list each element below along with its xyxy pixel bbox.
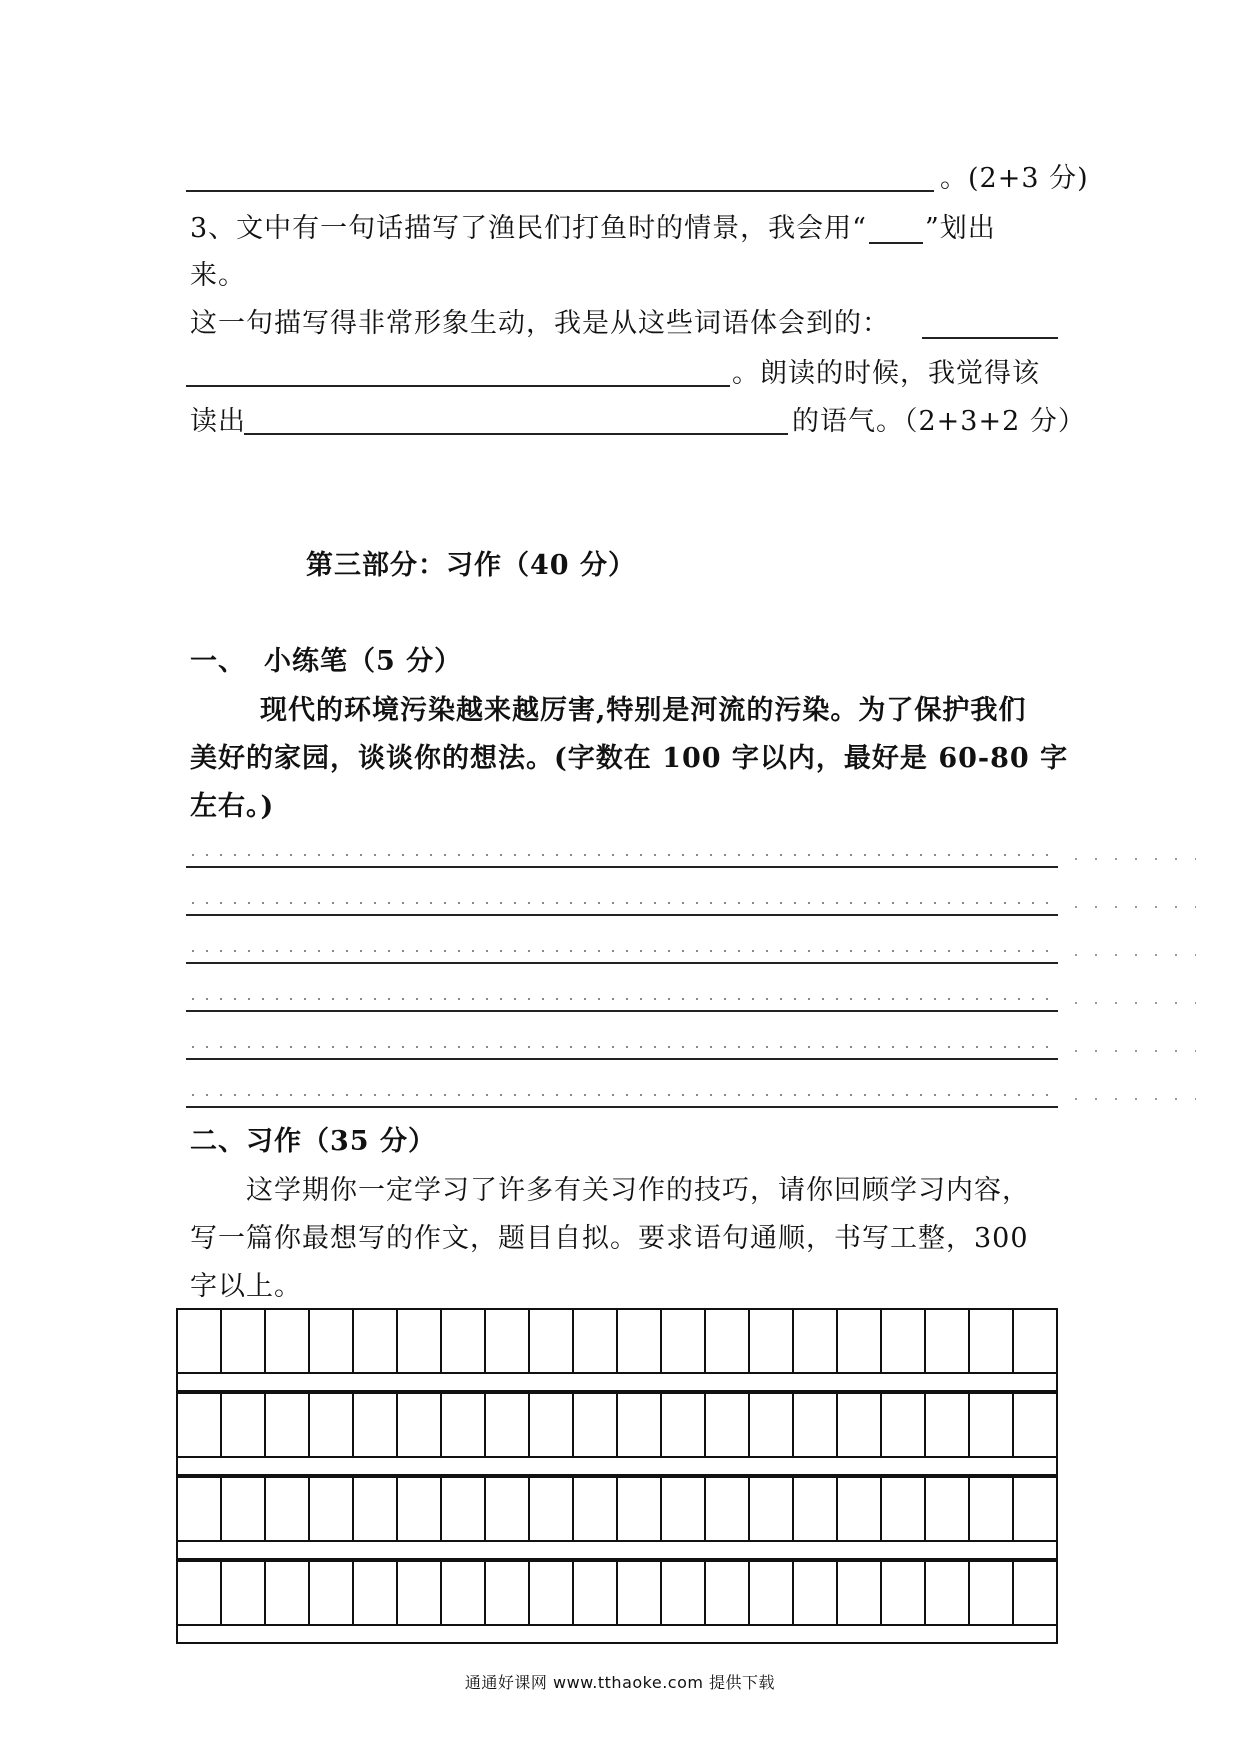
- writing-line[interactable]: [186, 914, 1058, 916]
- writing-line[interactable]: [186, 962, 1058, 964]
- grid-spacer: [176, 1626, 1058, 1644]
- q3-line1: [190, 215, 996, 244]
- section1-heading: 小练笔（5 分）: [264, 646, 463, 677]
- page-footer: 通通好课网 www.tthaoke.com 提供下载: [464, 1673, 776, 1692]
- q3-words-line-1[interactable]: [922, 337, 1058, 339]
- margin-dots: [1066, 1002, 1196, 1004]
- grid-spacer: [176, 1374, 1058, 1392]
- composition-grid-row[interactable]: [176, 1308, 1058, 1374]
- writing-line[interactable]: [186, 1106, 1058, 1108]
- composition-grid-row[interactable]: [176, 1476, 1058, 1542]
- margin-dots: [1066, 906, 1196, 908]
- q3-line2: 来。: [190, 260, 246, 291]
- q3-line4: 。朗读的时候，我觉得该: [732, 358, 1040, 389]
- q3-mark-blank[interactable]: [869, 215, 923, 244]
- writing-line[interactable]: [186, 866, 1058, 868]
- margin-dots: [1066, 858, 1196, 860]
- q2-answer-line[interactable]: [186, 190, 934, 192]
- q2-score: 。(2+3 分): [940, 163, 1089, 194]
- section1-prompt-3: 左右。): [190, 791, 275, 822]
- margin-dots: [1066, 954, 1196, 956]
- q3-line5-post: 的语气。（2+3+2 分）: [792, 406, 1086, 437]
- margin-dots: [1066, 1098, 1196, 1100]
- composition-grid-row[interactable]: [176, 1560, 1058, 1626]
- writing-line[interactable]: [186, 1010, 1058, 1012]
- q3-line1-post: ”划出: [924, 213, 996, 244]
- margin-dots: [1066, 1050, 1196, 1052]
- q3-line1-pre: 3、文中有一句话描写了渔民们打鱼时的情景，我会用“: [190, 213, 867, 244]
- section1-heading-num: 一、: [190, 646, 246, 677]
- grid-spacer: [176, 1458, 1058, 1476]
- section2-prompt-2: 写一篇你最想写的作文，题目自拟。要求语句通顺，书写工整，300: [190, 1223, 1029, 1254]
- q3-line3: 这一句描写得非常形象生动，我是从这些词语体会到的：: [190, 308, 890, 339]
- q3-tone-line[interactable]: [244, 433, 788, 435]
- section2-heading: 二、习作（35 分）: [190, 1126, 436, 1157]
- grid-spacer: [176, 1542, 1058, 1560]
- section1-prompt-1: 现代的环境污染越来越厉害,特别是河流的污染。为了保护我们: [260, 695, 1027, 726]
- section2-prompt-3: 字以上。: [190, 1271, 302, 1302]
- section1-prompt-2: 美好的家园，谈谈你的想法。(字数在 100 字以内，最好是 60-80 字: [190, 743, 1069, 774]
- composition-grid-row[interactable]: [176, 1392, 1058, 1458]
- writing-line[interactable]: [186, 1058, 1058, 1060]
- q3-line5-pre: 读出: [190, 406, 246, 437]
- section2-prompt-1: 这学期你一定学习了许多有关习作的技巧，请你回顾学习内容，: [246, 1175, 1030, 1206]
- part3-title: 第三部分：习作（40 分）: [306, 550, 636, 581]
- q3-words-line-2[interactable]: [186, 385, 730, 387]
